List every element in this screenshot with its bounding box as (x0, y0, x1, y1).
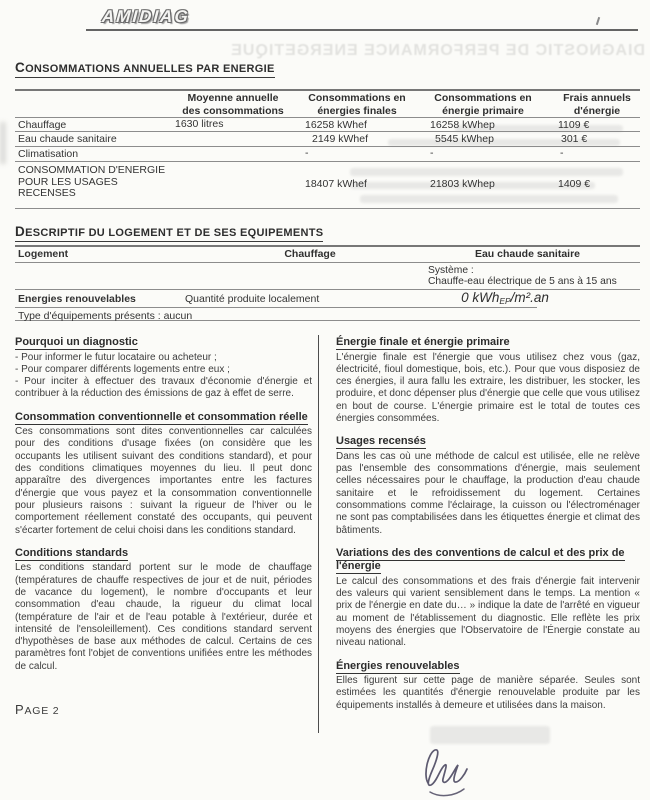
column-header-line: d'énergie (573, 104, 621, 117)
subsection-title (15, 336, 312, 350)
table-rule (15, 307, 537, 308)
table-rule (15, 117, 640, 118)
column-header-logement: Logement (18, 248, 69, 260)
left-column (15, 336, 312, 683)
subsection-title-text: Usages recensés (336, 435, 426, 448)
column-divider (318, 335, 319, 733)
cell-finales: 18407 kWhef (305, 178, 367, 190)
renouvelables-quantite: Quantité produite localement (185, 293, 320, 305)
column-header-chauffage: Chauffage (284, 248, 336, 260)
section-title-descriptif: DESCRIPTIF DU LOGEMENT ET DE SES EQUIPEMENTS (15, 224, 323, 242)
subsection-title-text: Énergies renouvelables (336, 659, 460, 672)
consommations-table (15, 89, 640, 209)
subsection-title (336, 336, 640, 350)
column-header-frais (539, 92, 650, 117)
list-item: - Pour inciter à effectuer des travaux d'économie d'énergie et contribuer à la réduction des émissions de gaz à effet de serre. (15, 376, 312, 400)
cell-finales: 16258 kWhef (305, 119, 367, 131)
cell-frais: 301 € (561, 133, 588, 145)
row-label: CONSOMMATION D'ENERGIE POUR LES USAGES RECENSES (18, 164, 166, 199)
section-variations-conventions (336, 547, 640, 650)
section-title-consommations: CONSOMMATIONS ANNUELLES PAR ENERGIE (15, 60, 275, 78)
cell-frais: 1409 € (558, 178, 591, 190)
column-header-line: des consommations (182, 104, 284, 117)
table-rule (15, 146, 640, 147)
renouvelables-value (415, 290, 595, 306)
list-item: - Pour informer le futur locataire ou acheteur ; (15, 351, 217, 363)
paragraph: Ces consommations sont dites conventionnelles car calculées pour des conditions d'usage fixées (on considère que les occupants les utilisent suivant des conditions standard), et pour des conditions climatiques moyennes du lieu. Il peut donc apparaître des divergences importantes entre les factures d'énergie que vous payez et la consommation conventionnelle pour plusieurs raisons : suivant la rigueur de l'hiver ou le comportement réellement constaté des occupants, qui peuvent s'écarter fortement de celui choisi dans les conditions standard. (15, 426, 312, 536)
table-rule (15, 245, 640, 247)
scan-mark (596, 17, 600, 25)
cell-primaire: 5545 kWhep (435, 133, 494, 145)
table-rule (15, 161, 640, 162)
column-header-line: énergies finales (317, 104, 397, 117)
column-header-line: Frais annuels (563, 92, 631, 104)
section-usages-recenses (336, 435, 640, 537)
list-item: - Pour comparer différents logements entre eux ; (15, 363, 230, 375)
paragraph: Les conditions standard portent sur le mode de chauffage (températures de chauffe respectives de jour et de nuit, périodes de vacance du logement), le nombre d'occupants et leur consommation d'eau chaude, la rigueur du climat local (température de l'air et de l'eau potable à l'extérieur, durée et intensité de l'ensoleillement). Ces conditions standard servent d'hypothèses de base aux méthodes de calcul. Certains de ces paramètres font l'objet de conventions unifiées entre les méthodes de calcul. (15, 562, 312, 672)
descriptif-table (15, 245, 640, 323)
cell-primaire: - (430, 147, 434, 159)
renouvelables-value-post: /m².an (510, 290, 549, 305)
table-rule (15, 208, 640, 209)
table-rule (15, 131, 640, 132)
signature-scribble (408, 743, 486, 800)
subsection-title (336, 435, 640, 449)
systeme-value: Chauffe-eau électrique de 5 ans à 15 ans (428, 276, 617, 287)
section-energie-finale (336, 336, 640, 425)
subsection-title (336, 547, 640, 574)
paragraph: Elles figurent sur cette page de manière séparée. Seules sont estimées les quantités d'énergie renouvelable produite par les équipements installés à demeure et utilisées dans la maison. (336, 675, 640, 711)
right-column (336, 336, 640, 722)
row-label: Eau chaude sanitaire (18, 133, 117, 145)
amidiag-logo: AMIDIAG (101, 7, 191, 26)
cell-moyenne: 1630 litres (175, 118, 224, 130)
subsection-title (336, 660, 640, 674)
subsection-title-text: Consommation conventionnelle et consommation réelle (15, 410, 308, 423)
section-energies-renouvelables (336, 660, 640, 712)
column-header-line: Moyenne annuelle (187, 92, 279, 104)
section-pourquoi (15, 336, 312, 401)
subsection-title (15, 547, 312, 561)
cell-finales: - (305, 147, 309, 159)
header-rule (86, 29, 638, 31)
bleedthrough-title: DIAGNOSTIC DE PERFORMANCE ENERGETIQUE (230, 42, 645, 59)
cell-primaire: 16258 kWhep (430, 119, 495, 131)
paragraph: Le calcul des consommations et des frais d'énergie fait intervenir des valeurs qui varient sensiblement dans le temps. La mention « prix de l'énergie en date du… » indique la date de l'arrêté en vigueur au moment de l'établissement du diagnostic. Elle reflète les prix moyens des énergies que l'Observatoire de l'Énergie constate au niveau national. (336, 575, 640, 649)
column-header-line: Consommations en (308, 92, 406, 104)
page-number-label: PAGE 2 (15, 702, 60, 717)
column-header-line: énergie primaire (442, 104, 524, 117)
cell-frais: - (560, 147, 564, 159)
renouvelables-value-sub: EP (499, 296, 511, 306)
table-rule (15, 89, 640, 91)
subsection-title-text: Variations des des conventions de calcul et des prix de l'énergie (336, 546, 625, 573)
type-equipements: Type d'équipements présents : aucun (18, 310, 193, 322)
column-header-line: Consommations en (434, 92, 532, 104)
cell-finales: 2149 kWhef (312, 133, 369, 145)
column-header-ecs: Eau chaude sanitaire (474, 248, 581, 260)
scan-edge-smudge (0, 122, 6, 164)
subsection-title-text: Conditions standards (15, 546, 129, 559)
subsection-title (15, 411, 312, 425)
row-label: Chauffage (18, 119, 67, 131)
renouvelables-label: Energies renouvelables (18, 293, 136, 305)
paragraph: L'énergie finale est l'énergie que vous utilisez chez vous (gaz, électricité, fioul domestique, bois, etc.). Pour que vous disposiez de ces énergies, il aura fallu les extraire, les distribuer, les stocker, les produire, et donc dépenser plus d'énergie que celle que vous utilisez en bout de course. L'énergie primaire est le total de toutes ces énergies consommées. (336, 351, 640, 424)
bleedthrough-artifact (430, 726, 550, 744)
paragraph: Dans les cas où une méthode de calcul est utilisée, elle ne relève pas l'ensemble des consommations d'énergie, mais seulement celles nécessaires pour le chauffage, la production d'eau chaude sanitaire et le refroidissement du logement. Certaines consommations comme l'éclairage, la cuisson ou l'électroménager ne sont pas comptabilisées dans les étiquettes énergie et climat des bâtiments. (336, 450, 640, 536)
systeme-label: Système : (428, 265, 474, 276)
cell-primaire: 21803 kWhep (430, 178, 495, 190)
cell-frais: 1109 € (558, 119, 590, 131)
row-label: Climatisation (18, 148, 79, 160)
renouvelables-value-pre: 0 kWh (461, 290, 500, 305)
subsection-title-text: Pourquoi un diagnostic (15, 336, 138, 348)
table-rule (15, 262, 640, 263)
section-conditions-standards (15, 547, 312, 673)
subsection-title-text: Énergie finale et énergie primaire (336, 336, 510, 348)
section-consommation-conventionnelle (15, 411, 312, 537)
